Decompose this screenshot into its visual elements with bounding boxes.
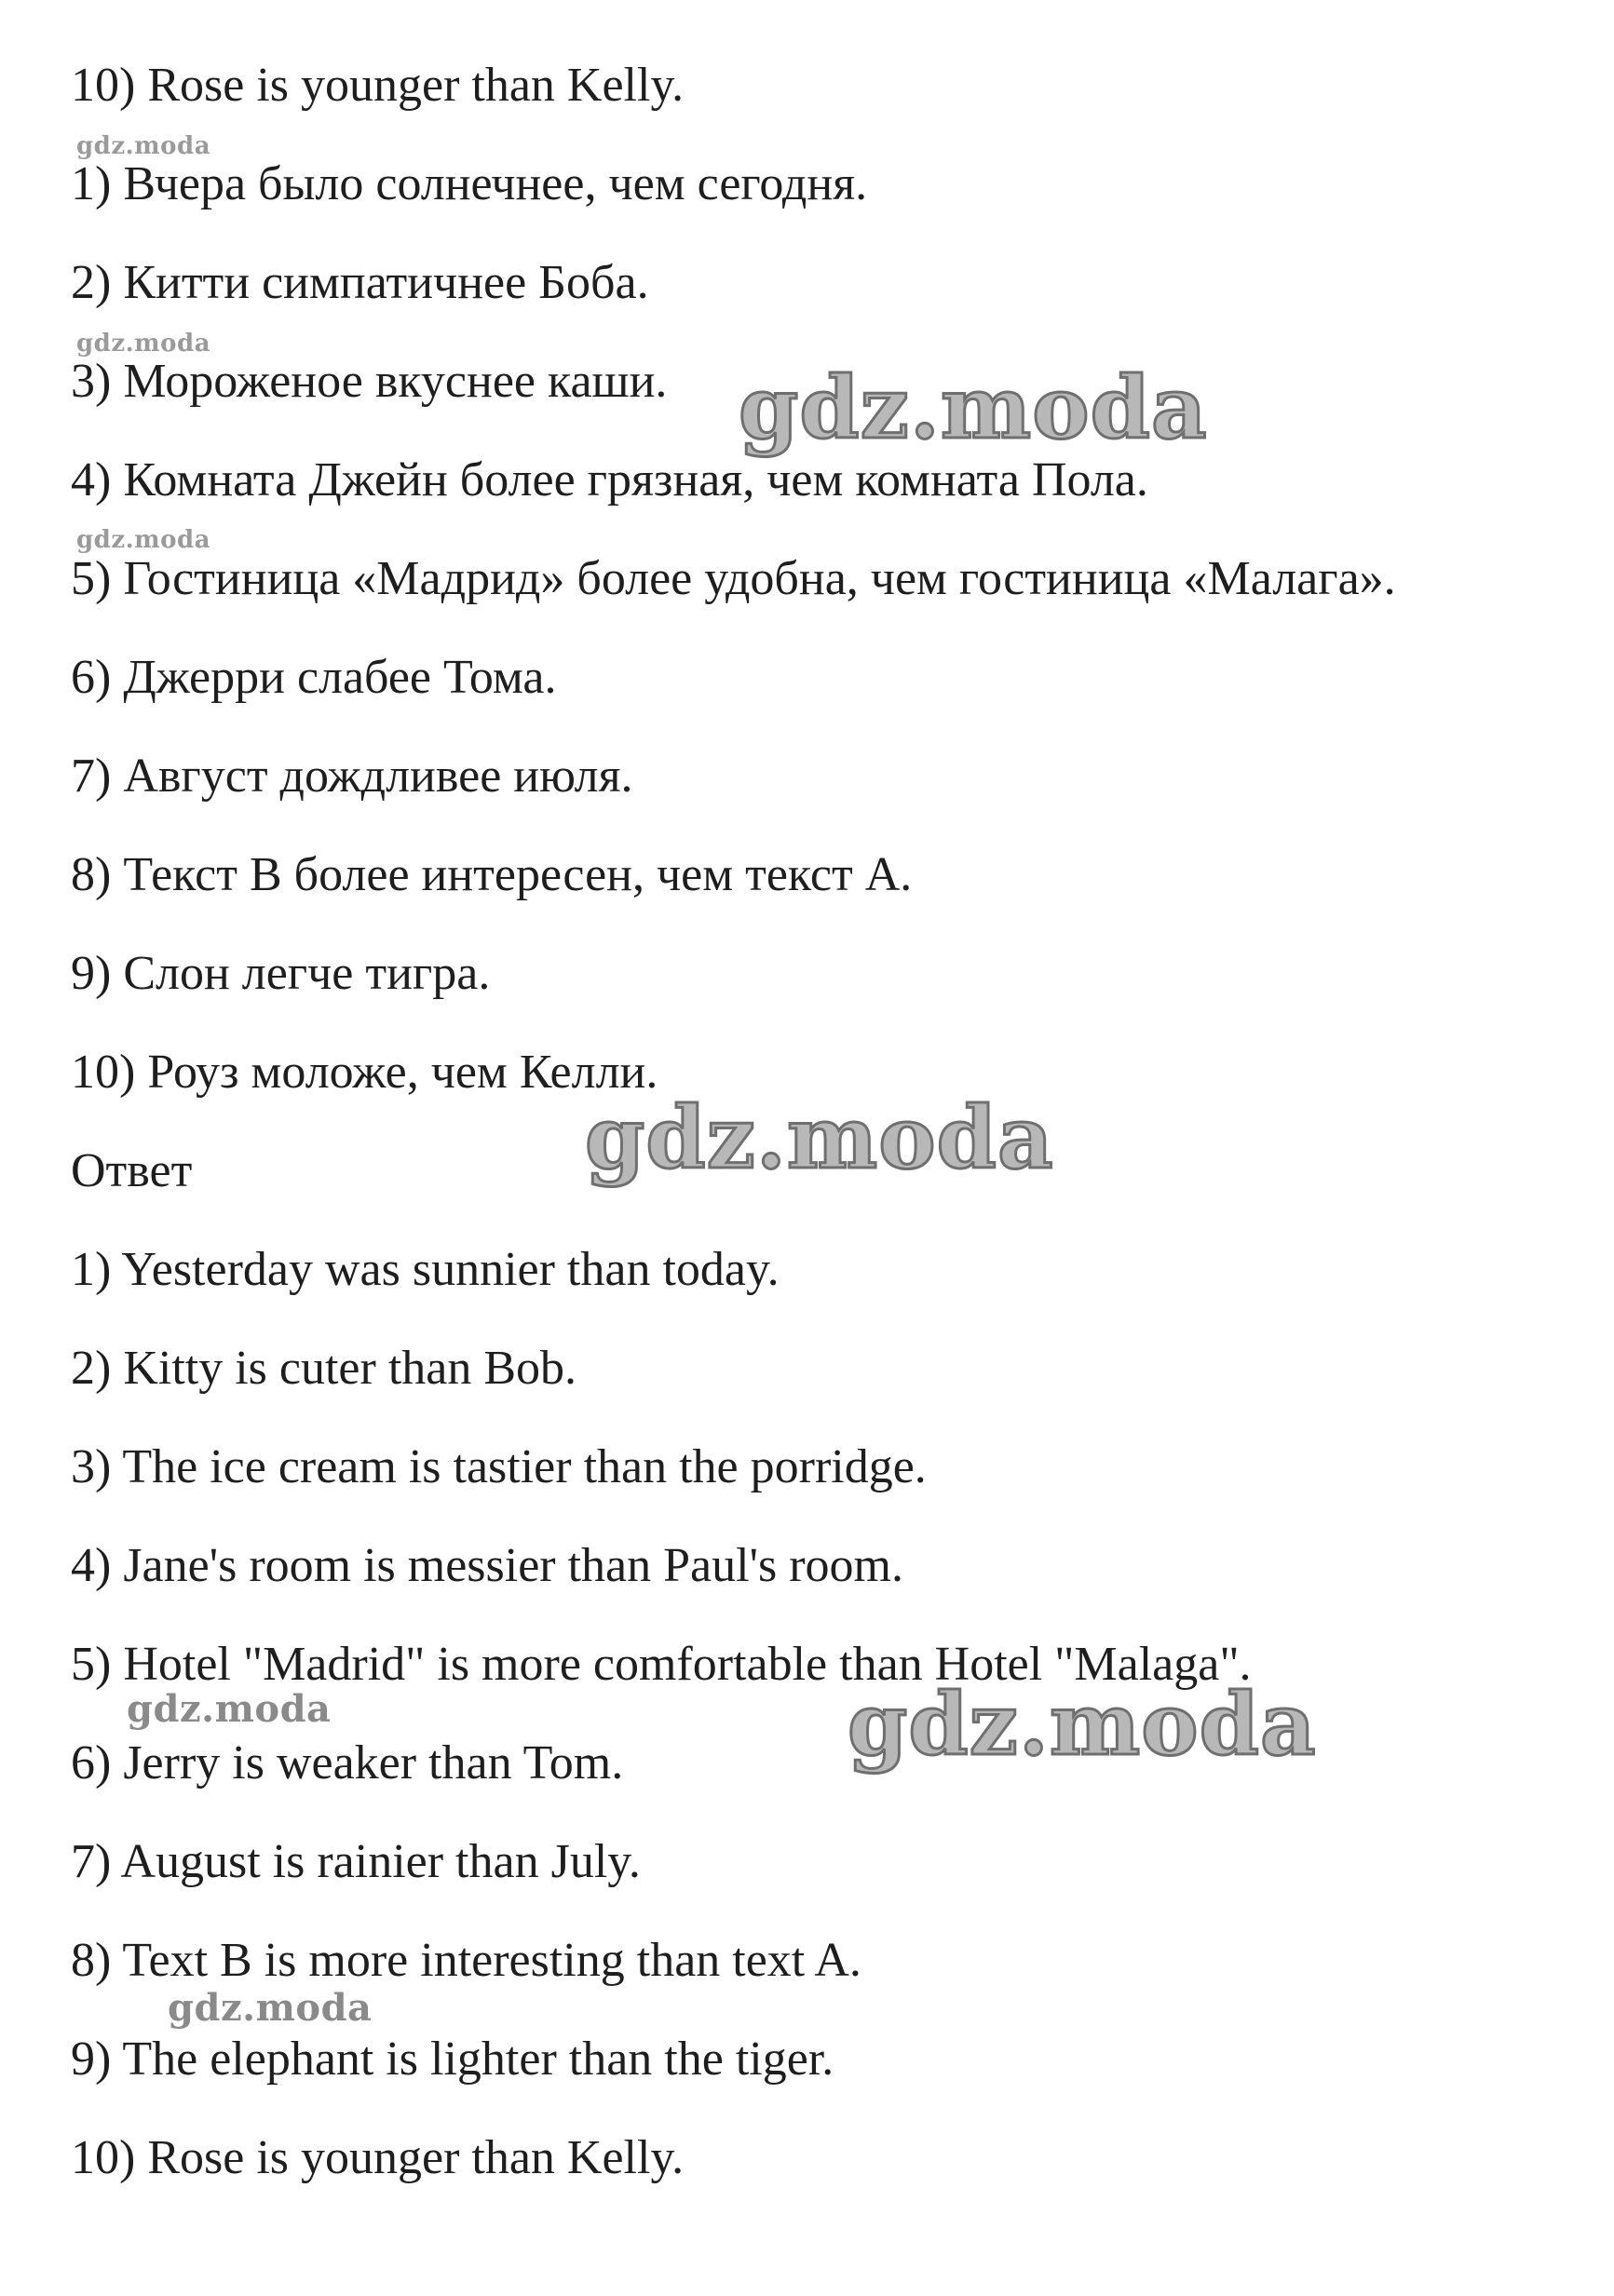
watermark-small: gdz.moda	[76, 330, 211, 358]
watermark-small: gdz.moda	[76, 526, 211, 554]
answer-line-10: 10) Rose is younger than Kelly.	[71, 2131, 685, 2184]
task-line-6: 6) Джерри слабее Тома.	[71, 651, 557, 704]
task-line-4: 4) Комната Джейн более грязная, чем комната Пола.	[71, 453, 1148, 506]
task-line-2: 2) Китти симпатичнее Боба.	[71, 256, 649, 309]
answer-line-6: 6) Jerry is weaker than Tom.	[71, 1736, 624, 1790]
watermark-large: gdz.moda	[848, 1674, 1317, 1775]
answer-line-4: 4) Jane's room is messier than Paul's room.	[71, 1539, 903, 1592]
answer-line-5: 5) Hotel "Madrid" is more comfortable than Hotel "Malaga".	[71, 1638, 1252, 1691]
answer-line-2: 2) Kitty is cuter than Bob.	[71, 1342, 577, 1395]
watermark-small: gdz.moda	[168, 1986, 373, 2030]
line-prev-answer-10: 10) Rose is younger than Kelly.	[71, 59, 685, 112]
watermark-large: gdz.moda	[585, 1087, 1054, 1188]
answer-line-3: 3) The ice cream is tastier than the porridge.	[71, 1440, 927, 1493]
task-line-10: 10) Роуз моложе, чем Келли.	[71, 1046, 658, 1099]
task-line-9: 9) Слон легче тигра.	[71, 947, 491, 1000]
answer-line-9: 9) The elephant is lighter than the tiger.	[71, 2033, 834, 2086]
task-line-5: 5) Гостиница «Мадрид» более удобна, чем гостиница «Малага».	[71, 552, 1396, 605]
task-line-3: 3) Мороженое вкуснее каши.	[71, 355, 668, 408]
task-line-7: 7) Август дождливее июля.	[71, 750, 633, 803]
task-line-1: 1) Вчера было солнечнее, чем сегодня.	[71, 157, 868, 210]
task-line-8: 8) Текст B более интересен, чем текст A.	[71, 848, 913, 901]
watermark-small: gdz.moda	[127, 1687, 332, 1731]
answer-line-8: 8) Text B is more interesting than text A.	[71, 1934, 861, 1987]
answer-line-7: 7) August is rainier than July.	[71, 1835, 641, 1888]
watermark-small: gdz.moda	[76, 132, 211, 160]
answer-line-1: 1) Yesterday was sunnier than today.	[71, 1243, 780, 1296]
answer-heading: Ответ	[71, 1144, 193, 1197]
watermark-large: gdz.moda	[739, 358, 1208, 458]
